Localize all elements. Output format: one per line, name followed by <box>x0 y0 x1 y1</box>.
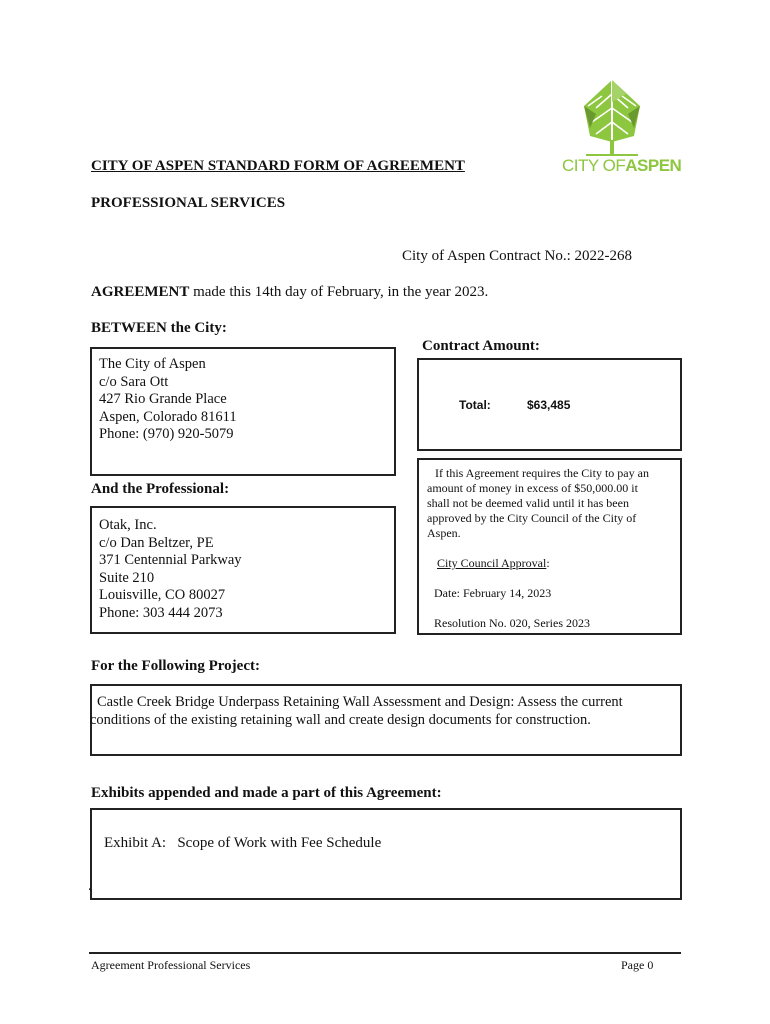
city-line: The City of Aspen <box>99 356 206 372</box>
city-address <box>99 356 237 444</box>
contract-amount-box <box>417 358 682 451</box>
council-approval-label: City Council Approval <box>437 556 547 570</box>
logo-city-text: CITY OF <box>562 156 626 175</box>
city-address-box <box>90 347 396 476</box>
professional-line: c/o Dan Beltzer, PE <box>99 534 214 551</box>
contract-amount-heading: Contract Amount: <box>422 338 540 354</box>
professional-line: Louisville, CO 80027 <box>99 587 226 603</box>
city-of-aspen-logo <box>552 72 680 180</box>
council-approval-colon: : <box>546 556 550 570</box>
page-subtitle: PROFESSIONAL SERVICES <box>91 195 286 211</box>
approval-resolution: Resolution No. 020, Series 2023 <box>434 616 590 630</box>
stray-mark: . <box>88 878 92 894</box>
professional-heading: And the Professional: <box>91 481 230 497</box>
page-number: Page 0 <box>621 958 654 972</box>
logo-wordmark <box>562 156 681 176</box>
professional-address-box <box>90 506 396 634</box>
footer-left: Agreement Professional Services <box>91 958 251 972</box>
logo-aspen-text: ASPEN <box>625 156 682 175</box>
professional-line: 371 Centennial Parkway <box>99 552 242 568</box>
city-line: Phone: (970) 920-5079 <box>99 426 234 442</box>
page-title: CITY OF ASPEN STANDARD FORM OF AGREEMENT <box>91 158 465 174</box>
professional-address <box>99 517 242 622</box>
professional-line: Phone: 303 444 2073 <box>99 604 223 621</box>
project-description-line-1: Castle Creek Bridge Underpass Retaining Wall Assessment and Design: Assess the current <box>97 694 623 710</box>
professional-line: Otak, Inc. <box>99 517 157 533</box>
total-label: Total: <box>459 398 491 412</box>
contract-number: City of Aspen Contract No.: 2022-268 <box>402 248 632 264</box>
approval-date: Date: February 14, 2023 <box>434 586 552 600</box>
city-line: 427 Rio Grande Place <box>99 391 227 407</box>
footer-divider <box>89 952 681 954</box>
professional-line: Suite 210 <box>99 569 155 586</box>
council-approval-line <box>437 556 550 571</box>
exhibit-item: Exhibit A: Scope of Work with Fee Schedule <box>104 835 382 851</box>
city-line: c/o Sara Ott <box>99 373 169 390</box>
city-heading: BETWEEN the City: <box>91 320 227 336</box>
council-approval-box <box>417 458 682 635</box>
total-value: $63,485 <box>527 398 571 412</box>
agreement-lead: AGREEMENT <box>91 284 190 300</box>
aspen-leaf-icon <box>552 72 680 156</box>
project-box <box>90 684 682 756</box>
project-description-line-2: conditions of the existing retaining wall and create design documents for construction. <box>90 712 591 728</box>
exhibits-box <box>90 808 682 900</box>
agreement-line <box>91 284 488 301</box>
project-heading: For the Following Project: <box>91 658 260 674</box>
city-line: Aspen, Colorado 81611 <box>99 408 237 425</box>
agreement-text: made this 14th day of February, in the year 2023. <box>189 284 489 300</box>
approval-note: If this Agreement requires the City to pay an amount of money in excess of $50,000.00 it shall not be deemed valid until it has been approved by the City Council of the City of Aspen. <box>427 466 649 540</box>
exhibits-heading: Exhibits appended and made a part of this Agreement: <box>91 785 442 801</box>
